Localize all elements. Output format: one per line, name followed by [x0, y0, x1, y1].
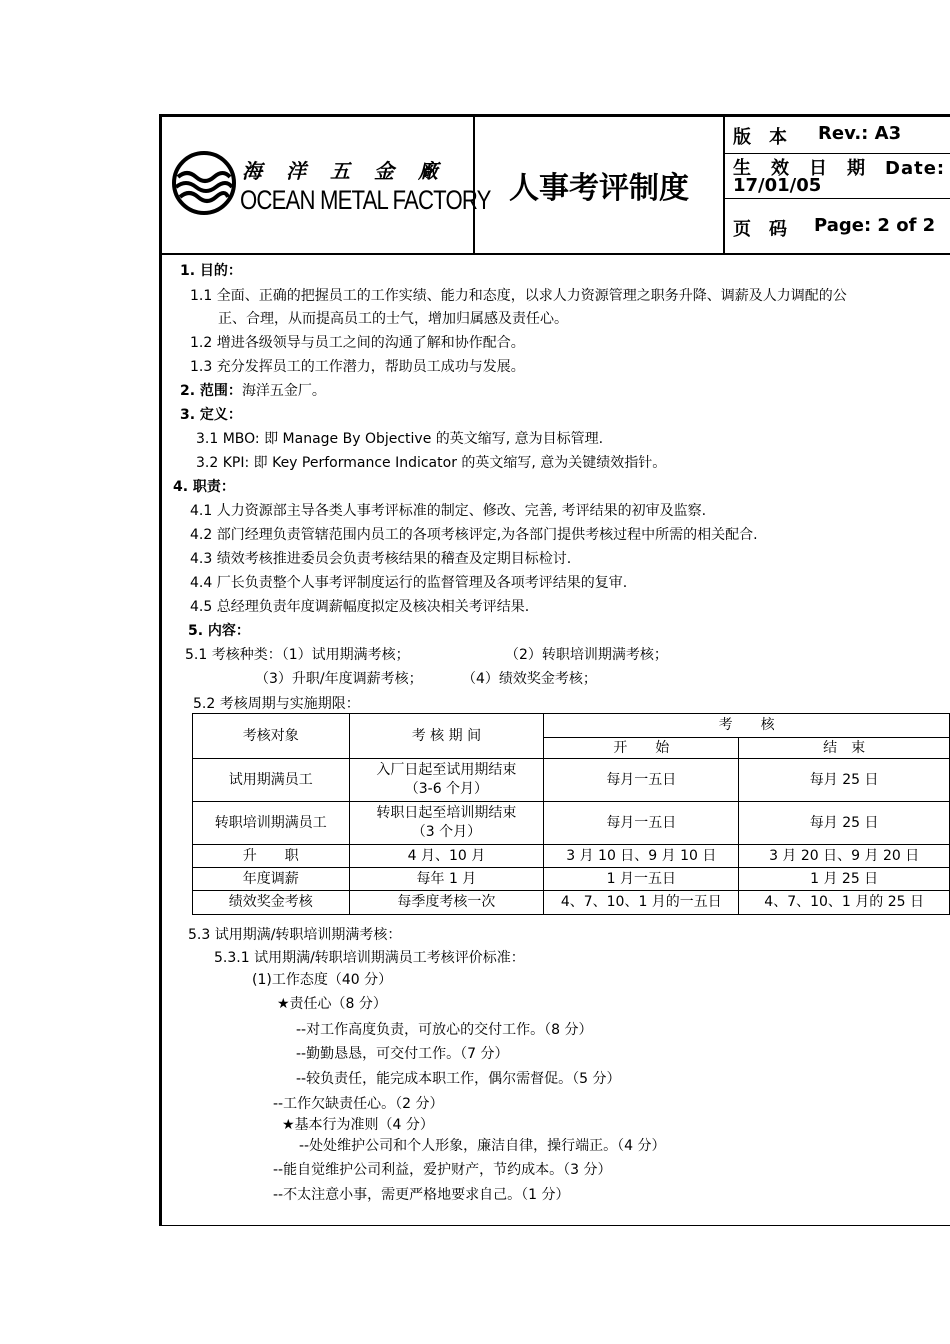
para-5-2: 5.2 考核周期与实施期限： — [193, 696, 360, 712]
conduct-item-3: --不太注意小事，需更严格地要求自己。（1 分） — [273, 1187, 570, 1203]
row-end: 每月 25 日 — [739, 802, 950, 845]
conduct-item-1: --处处维护公司和个人形象，廉洁自律，操行端正。（4 分） — [299, 1138, 666, 1154]
para-4-2: 4.2 部门经理负责管辖范围内员工的各项考核评定,为各部门提供考核过程中所需的相关配合. — [190, 527, 758, 543]
page-row — [725, 199, 950, 253]
header-period: 考 核 期 间 — [349, 714, 544, 759]
logo-english-name: OCEAN METAL FACTORY — [240, 185, 491, 215]
header-start: 开 始 — [544, 738, 739, 759]
attitude-heading: (1)工作态度（40 分） — [252, 972, 393, 988]
para-5-1a: 5.1 考核种类：（1）试用期满考核； — [185, 647, 410, 663]
para-5-3-1: 5.3.1 试用期满/转职培训期满员工考核评价标准： — [214, 950, 525, 966]
row-period-line2: （3-6 个月） — [404, 781, 489, 797]
para-1-1a: 1.1 全面、正确的把握员工的工作实绩、能力和态度，以求人力资源管理之职务升降、调薪及人力调配的公 — [190, 288, 847, 304]
row-period-line2: （3 个月） — [411, 824, 482, 840]
section-1-heading: 1. 目的： — [180, 263, 242, 279]
effective-date-row — [725, 154, 950, 199]
para-1-3: 1.3 充分发挥员工的工作潜力，帮助员工成功与发展。 — [190, 359, 525, 375]
row-period-line1: 转职日起至培训期结束 — [376, 805, 517, 821]
responsibility-item-3: --较负责任，能完成本职工作，偶尔需督促。（5 分） — [296, 1071, 621, 1087]
table-row — [193, 868, 950, 891]
row-target: 试用期满员工 — [193, 759, 350, 802]
row-start: 每月一五日 — [544, 759, 739, 802]
table-row — [193, 845, 950, 868]
row-start: 每月一五日 — [544, 802, 739, 845]
para-5-1d: （4）绩效奖金考核； — [462, 671, 597, 687]
section-5-heading: 5. 内容： — [188, 623, 250, 639]
row-start: 4、7、10、1 月的一五日 — [544, 891, 739, 915]
row-start: 3 月 10 日、9 月 10 日 — [544, 845, 739, 868]
exam-schedule-table — [192, 713, 950, 915]
para-1-1b: 正、合理，从而提高员工的士气，增加归属感及责任心。 — [218, 311, 568, 327]
version-label: 版 本 — [733, 127, 787, 148]
row-target: 年度调薪 — [193, 868, 350, 891]
row-target: 转职培训期满员工 — [193, 802, 350, 845]
row-end: 1 月 25 日 — [739, 868, 950, 891]
conduct-heading: ★基本行为准则（4 分） — [282, 1117, 434, 1133]
logo-chinese-name: 海洋五金廠 — [242, 159, 462, 183]
row-period: 每年 1 月 — [349, 868, 544, 891]
row-end: 每月 25 日 — [739, 759, 950, 802]
header-target: 考核对象 — [193, 714, 350, 759]
para-4-3: 4.3 绩效考核推进委员会负责考核结果的稽查及定期目标检讨. — [190, 551, 572, 567]
para-1-2: 1.2 增进各级领导与员工之间的沟通了解和协作配合。 — [190, 335, 525, 351]
para-3-1: 3.1 MBO: 即 Manage By Objective 的英文缩写, 意为目标管理. — [196, 431, 604, 447]
header-exam: 考 核 — [544, 714, 950, 738]
section-4-heading: 4. 职责： — [173, 479, 235, 495]
responsibility-heading: ★责任心（8 分） — [277, 996, 387, 1012]
para-3-2: 3.2 KPI: 即 Key Performance Indicator 的英文缩写, 意为关键绩效指针。 — [196, 455, 667, 471]
row-start: 1 月一五日 — [544, 868, 739, 891]
section-2-text: 海洋五金厂。 — [241, 383, 326, 399]
row-target: 升 职 — [193, 845, 350, 868]
version-row — [725, 117, 950, 154]
ocean-wave-logo-icon — [172, 147, 236, 219]
company-logo-cell — [162, 117, 491, 255]
document-info-cell — [725, 117, 950, 255]
page-value: Page: 2 of 2 — [814, 215, 936, 236]
responsibility-item-1: --对工作高度负责，可放心的交付工作。（8 分） — [296, 1022, 593, 1038]
section-2-heading: 2. 范围： — [180, 383, 242, 399]
responsibility-item-2: --勤勤恳恳，可交付工作。（7 分） — [296, 1046, 509, 1062]
responsibility-item-4: --工作欠缺责任心。（2 分） — [273, 1096, 444, 1112]
row-target: 绩效奖金考核 — [193, 891, 350, 915]
row-period — [349, 759, 544, 802]
para-4-5: 4.5 总经理负责年度调薪幅度拟定及核决相关考评结果. — [190, 599, 530, 615]
table-row — [193, 802, 950, 845]
table-row — [193, 891, 950, 915]
row-period: 每季度考核一次 — [349, 891, 544, 915]
row-end: 4、7、10、1 月的 25 日 — [739, 891, 950, 915]
para-5-3: 5.3 试用期满/转职培训期满考核： — [188, 927, 402, 943]
header-end: 结 束 — [739, 738, 950, 759]
page-label: 页 码 — [733, 219, 787, 240]
version-value: Rev.: A3 — [818, 123, 902, 144]
para-4-4: 4.4 厂长负责整个人事考评制度运行的监督管理及各项考评结果的复审. — [190, 575, 628, 591]
table-row — [193, 759, 950, 802]
para-4-1: 4.1 人力资源部主导各类人事考评标准的制定、修改、完善, 考评结果的初审及监察. — [190, 503, 707, 519]
row-end: 3 月 20 日、9 月 20 日 — [739, 845, 950, 868]
date-label: 生 效 日 期 Date: — [733, 158, 946, 179]
row-period — [349, 802, 544, 845]
date-value: 17/01/05 — [733, 175, 822, 196]
para-5-1c: （3）升职/年度调薪考核； — [255, 671, 423, 687]
section-3-heading: 3. 定义： — [180, 407, 242, 423]
row-period-line1: 入厂日起至试用期结束 — [376, 762, 517, 778]
document-title: 人事考评制度 — [475, 117, 725, 255]
para-5-1b: （2）转职培训期满考核； — [505, 647, 668, 663]
row-period: 4 月、10 月 — [349, 845, 544, 868]
conduct-item-2: --能自觉维护公司利益，爱护财产，节约成本。（3 分） — [273, 1162, 612, 1178]
